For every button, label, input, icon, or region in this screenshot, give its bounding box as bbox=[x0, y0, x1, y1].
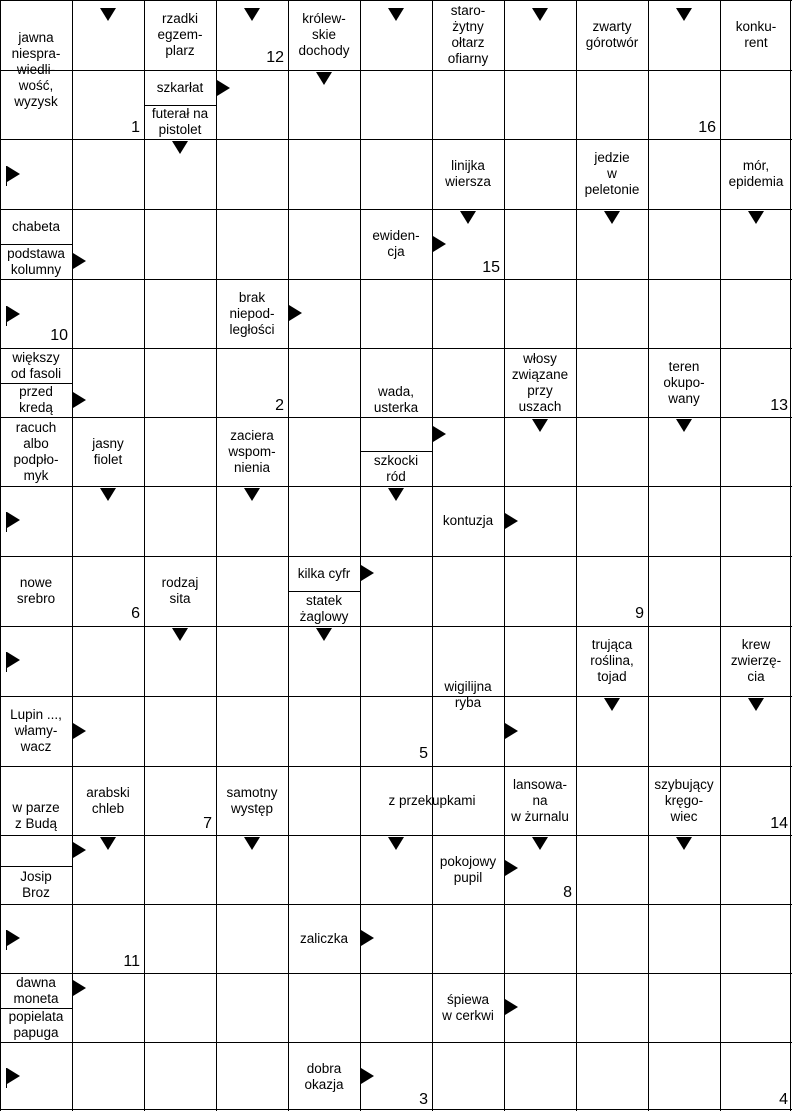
answer-cell[interactable] bbox=[360, 70, 432, 139]
clue-divider bbox=[144, 105, 216, 106]
answer-cell[interactable] bbox=[720, 973, 792, 1042]
answer-cell[interactable] bbox=[144, 904, 216, 973]
clue-box: nowe srebro bbox=[0, 556, 72, 626]
arrow-down-icon bbox=[100, 837, 116, 850]
answer-cell[interactable] bbox=[432, 904, 504, 973]
clue-box: futerał na pistolet bbox=[144, 105, 216, 139]
clue-box: racuch albo podpło- myk bbox=[0, 417, 72, 486]
answer-cell[interactable] bbox=[288, 766, 360, 835]
answer-cell[interactable] bbox=[432, 348, 504, 417]
answer-cell[interactable] bbox=[576, 973, 648, 1042]
cell-number: 7 bbox=[203, 815, 212, 832]
clue-box: śpiewa w cerkwi bbox=[432, 973, 504, 1042]
grid-line-horizontal bbox=[0, 1042, 792, 1043]
answer-cell[interactable] bbox=[576, 486, 648, 556]
clue-box: przed kredą bbox=[0, 383, 72, 417]
arrow-right-icon bbox=[433, 426, 446, 442]
clue-box: szybujący kręgo- wiec bbox=[648, 766, 720, 835]
arrow-right-icon bbox=[73, 980, 86, 996]
arrow-down-icon bbox=[532, 419, 548, 432]
cell-number: 2 bbox=[275, 397, 284, 414]
clue-box: zwarty górotwór bbox=[576, 0, 648, 70]
flag-triangle bbox=[7, 512, 20, 528]
clue-box: kilka cyfr bbox=[288, 556, 360, 591]
answer-cell[interactable] bbox=[576, 835, 648, 904]
grid-line-horizontal bbox=[0, 626, 792, 627]
arrow-down-icon bbox=[676, 8, 692, 21]
flag-triangle bbox=[7, 166, 20, 182]
answer-cell[interactable] bbox=[720, 417, 792, 486]
clue-box: jawna niespra- wiedli- wość, wyzysk bbox=[0, 0, 72, 139]
answer-cell[interactable] bbox=[720, 556, 792, 626]
clue-box: samotny występ bbox=[216, 766, 288, 835]
arrow-right-icon bbox=[73, 253, 86, 269]
answer-cell[interactable] bbox=[648, 486, 720, 556]
clue-box: mór, epidemia bbox=[720, 139, 792, 209]
answer-cell[interactable] bbox=[216, 1042, 288, 1111]
answer-cell[interactable] bbox=[216, 904, 288, 973]
cell-number: 6 bbox=[131, 605, 140, 622]
arrow-down-icon bbox=[676, 837, 692, 850]
answer-cell[interactable] bbox=[504, 1042, 576, 1111]
grid-line-horizontal bbox=[0, 1109, 792, 1110]
answer-cell[interactable] bbox=[72, 1042, 144, 1111]
answer-cell[interactable] bbox=[648, 626, 720, 696]
arrow-down-icon bbox=[676, 419, 692, 432]
clue-box: jasny fiolet bbox=[72, 417, 144, 486]
clue-box: wada, usterka bbox=[360, 348, 432, 451]
answer-cell[interactable] bbox=[144, 835, 216, 904]
arrow-right-icon bbox=[361, 930, 374, 946]
grid-line-horizontal bbox=[0, 696, 792, 697]
answer-cell[interactable] bbox=[720, 70, 792, 139]
arrow-down-icon bbox=[316, 72, 332, 85]
clue-divider bbox=[0, 866, 72, 867]
answer-cell[interactable] bbox=[144, 973, 216, 1042]
arrow-down-icon bbox=[244, 837, 260, 850]
clue-box: podstawa kolumny bbox=[0, 244, 72, 279]
clue-divider bbox=[288, 591, 360, 592]
cell-number: 15 bbox=[482, 259, 500, 276]
answer-cell[interactable] bbox=[504, 904, 576, 973]
clue-box: większy od fasoli bbox=[0, 348, 72, 383]
arrow-right-icon bbox=[217, 80, 230, 96]
answer-cell[interactable] bbox=[72, 139, 144, 209]
answer-cell[interactable] bbox=[720, 279, 792, 348]
clue-box: popielata papuga bbox=[0, 1008, 72, 1042]
answer-cell[interactable] bbox=[504, 626, 576, 696]
clue-box: staro- żytny ołtarz ofiarny bbox=[432, 0, 504, 70]
answer-cell[interactable] bbox=[216, 209, 288, 279]
answer-cell[interactable] bbox=[648, 904, 720, 973]
answer-cell[interactable] bbox=[216, 973, 288, 1042]
clue-box: dawna moneta bbox=[0, 973, 72, 1008]
answer-cell[interactable] bbox=[216, 626, 288, 696]
clue-box: rzadki egzem- plarz bbox=[144, 0, 216, 70]
cell-number: 10 bbox=[50, 327, 68, 344]
cell-number: 16 bbox=[698, 119, 716, 136]
grid-line-horizontal bbox=[0, 139, 792, 140]
answer-cell[interactable] bbox=[648, 209, 720, 279]
answer-cell[interactable] bbox=[144, 279, 216, 348]
answer-cell[interactable] bbox=[648, 556, 720, 626]
clue-box: linijka wiersza bbox=[432, 139, 504, 209]
answer-cell[interactable] bbox=[576, 417, 648, 486]
arrow-down-icon bbox=[604, 211, 620, 224]
answer-cell[interactable] bbox=[144, 696, 216, 766]
answer-cell[interactable] bbox=[216, 696, 288, 766]
grid-line-horizontal bbox=[0, 417, 792, 418]
clue-box: Josip Broz bbox=[0, 866, 72, 904]
clue-box: rodzaj sita bbox=[144, 556, 216, 626]
answer-cell[interactable] bbox=[720, 486, 792, 556]
cell-number: 13 bbox=[770, 397, 788, 414]
answer-cell[interactable] bbox=[216, 556, 288, 626]
clue-box: zaciera wspom- nienia bbox=[216, 417, 288, 486]
answer-cell[interactable] bbox=[432, 1042, 504, 1111]
grid-line-horizontal bbox=[0, 0, 792, 1]
answer-cell[interactable] bbox=[144, 209, 216, 279]
answer-cell[interactable] bbox=[360, 279, 432, 348]
answer-cell[interactable] bbox=[288, 486, 360, 556]
arrow-down-icon bbox=[172, 141, 188, 154]
arrow-right-icon bbox=[433, 236, 446, 252]
arrow-right-icon bbox=[73, 392, 86, 408]
clue-box: brak niepod- ległości bbox=[216, 279, 288, 348]
answer-cell[interactable] bbox=[288, 696, 360, 766]
arrow-down-icon bbox=[460, 211, 476, 224]
answer-cell[interactable] bbox=[144, 417, 216, 486]
answer-cell[interactable] bbox=[648, 1042, 720, 1111]
clue-box: arabski chleb bbox=[72, 766, 144, 835]
answer-cell[interactable] bbox=[72, 626, 144, 696]
arrow-down-icon bbox=[100, 488, 116, 501]
arrow-down-icon bbox=[388, 837, 404, 850]
clue-box: z przekupkami bbox=[360, 766, 504, 835]
clue-box: krew zwierzę- cia bbox=[720, 626, 792, 696]
flag-triangle bbox=[7, 930, 20, 946]
grid-line-horizontal bbox=[0, 556, 792, 557]
arrow-right-icon bbox=[73, 842, 86, 858]
clue-box: w parze z Budą bbox=[0, 766, 72, 866]
answer-cell[interactable] bbox=[504, 70, 576, 139]
clue-box: dobra okazja bbox=[288, 1042, 360, 1111]
cell-number: 8 bbox=[563, 884, 572, 901]
clue-box: pokojowy pupil bbox=[432, 835, 504, 904]
answer-cell[interactable] bbox=[648, 139, 720, 209]
answer-cell[interactable] bbox=[504, 209, 576, 279]
clue-box: wigilijna ryba bbox=[432, 660, 504, 730]
arrow-down-icon bbox=[244, 488, 260, 501]
clue-box: jedzie w peletonie bbox=[576, 139, 648, 209]
arrow-right-icon bbox=[289, 305, 302, 321]
grid-line-horizontal bbox=[0, 973, 792, 974]
cell-number: 12 bbox=[266, 49, 284, 66]
cell-number: 1 bbox=[131, 119, 140, 136]
arrow-down-icon bbox=[748, 211, 764, 224]
flag-triangle bbox=[7, 652, 20, 668]
grid-line-horizontal bbox=[0, 70, 792, 71]
arrow-down-icon bbox=[748, 698, 764, 711]
answer-cell[interactable] bbox=[432, 70, 504, 139]
arrow-right-icon bbox=[505, 723, 518, 739]
grid-line-horizontal bbox=[0, 209, 792, 210]
clue-divider bbox=[0, 1008, 72, 1009]
arrow-down-icon bbox=[100, 8, 116, 21]
answer-cell[interactable] bbox=[576, 279, 648, 348]
arrow-right-icon bbox=[361, 565, 374, 581]
answer-cell[interactable] bbox=[144, 486, 216, 556]
answer-cell[interactable] bbox=[432, 556, 504, 626]
answer-cell[interactable] bbox=[576, 1042, 648, 1111]
answer-cell[interactable] bbox=[504, 279, 576, 348]
clue-box: lansowa- na w żurnalu bbox=[504, 766, 576, 835]
answer-cell[interactable] bbox=[576, 904, 648, 973]
arrow-right-icon bbox=[505, 860, 518, 876]
clue-divider bbox=[0, 244, 72, 245]
grid-line-horizontal bbox=[0, 348, 792, 349]
cell-number: 4 bbox=[779, 1091, 788, 1108]
cell-number: 14 bbox=[770, 815, 788, 832]
cell-number: 9 bbox=[635, 605, 644, 622]
arrow-down-icon bbox=[388, 8, 404, 21]
answer-cell[interactable] bbox=[504, 556, 576, 626]
clue-box: chabeta bbox=[0, 209, 72, 244]
answer-cell[interactable] bbox=[360, 973, 432, 1042]
answer-cell[interactable] bbox=[720, 904, 792, 973]
flag-triangle bbox=[7, 1068, 20, 1084]
arrow-right-icon bbox=[505, 513, 518, 529]
clue-divider bbox=[360, 451, 432, 452]
clue-box: statek żaglowy bbox=[288, 591, 360, 626]
answer-cell[interactable] bbox=[288, 417, 360, 486]
arrow-down-icon bbox=[244, 8, 260, 21]
answer-cell[interactable] bbox=[144, 348, 216, 417]
answer-cell[interactable] bbox=[360, 139, 432, 209]
answer-cell[interactable] bbox=[648, 696, 720, 766]
answer-cell[interactable] bbox=[576, 348, 648, 417]
answer-cell[interactable] bbox=[288, 835, 360, 904]
arrow-right-icon bbox=[361, 1068, 374, 1084]
answer-cell[interactable] bbox=[288, 973, 360, 1042]
clue-box: teren okupo- wany bbox=[648, 348, 720, 417]
cell-number: 3 bbox=[419, 1091, 428, 1108]
clue-box: kontuzja bbox=[432, 486, 504, 556]
clue-box: konku- rent bbox=[720, 0, 792, 70]
answer-cell[interactable] bbox=[720, 835, 792, 904]
arrow-down-icon bbox=[388, 488, 404, 501]
clue-box: zaliczka bbox=[288, 904, 360, 973]
grid-line-horizontal bbox=[0, 904, 792, 905]
grid-line-horizontal bbox=[0, 486, 792, 487]
clue-box: Lupin ..., włamy- wacz bbox=[0, 696, 72, 766]
answer-cell[interactable] bbox=[288, 139, 360, 209]
cell-number: 5 bbox=[419, 745, 428, 762]
clue-divider bbox=[0, 383, 72, 384]
answer-cell[interactable] bbox=[144, 1042, 216, 1111]
clue-box: szkarłat bbox=[144, 70, 216, 105]
grid-line-horizontal bbox=[0, 835, 792, 836]
grid-line-horizontal bbox=[0, 279, 792, 280]
answer-cell[interactable] bbox=[288, 348, 360, 417]
clue-box: ewiden- cja bbox=[360, 209, 432, 279]
arrow-right-icon bbox=[73, 723, 86, 739]
arrow-down-icon bbox=[532, 837, 548, 850]
answer-cell[interactable] bbox=[648, 279, 720, 348]
answer-cell[interactable] bbox=[360, 626, 432, 696]
grid-line-horizontal bbox=[0, 766, 792, 767]
answer-cell[interactable] bbox=[288, 209, 360, 279]
answer-cell[interactable] bbox=[216, 139, 288, 209]
answer-cell[interactable] bbox=[72, 279, 144, 348]
clue-box: trująca roślina, tojad bbox=[576, 626, 648, 696]
answer-cell[interactable] bbox=[576, 766, 648, 835]
answer-cell[interactable] bbox=[648, 973, 720, 1042]
clue-box: szkocki ród bbox=[360, 451, 432, 486]
clue-box: królew- skie dochody bbox=[288, 0, 360, 70]
answer-cell[interactable] bbox=[504, 139, 576, 209]
arrow-down-icon bbox=[316, 628, 332, 641]
arrow-down-icon bbox=[172, 628, 188, 641]
arrow-down-icon bbox=[604, 698, 620, 711]
clue-box: włosy związane przy uszach bbox=[504, 348, 576, 417]
arrow-down-icon bbox=[532, 8, 548, 21]
arrow-right-icon bbox=[505, 999, 518, 1015]
cell-number: 11 bbox=[123, 953, 140, 970]
answer-cell[interactable] bbox=[576, 70, 648, 139]
answer-cell[interactable] bbox=[432, 279, 504, 348]
flag-triangle bbox=[7, 306, 20, 322]
